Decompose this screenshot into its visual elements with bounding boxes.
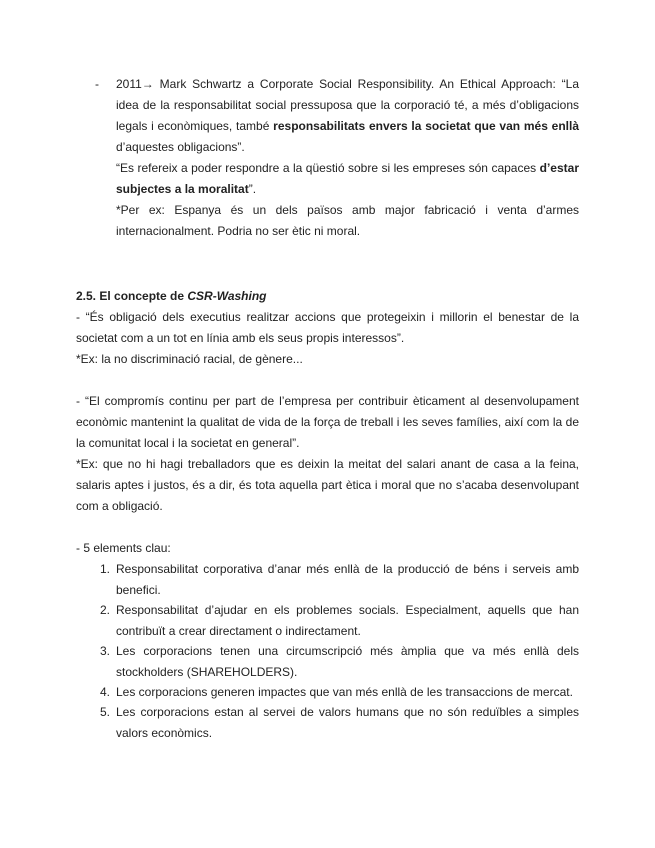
list-item: Les corporacions generen impactes que van més enllà de les transaccions de mercat. — [116, 685, 573, 699]
morality-paragraph: “Es refereix a poder respondre a la qüestió sobre si les empreses són capaces d’estar subjectes a la moralitat”. — [116, 161, 579, 196]
schwartz-paragraph: 2011→ Mark Schwartz a Corporate Social Responsibility. An Ethical Approach: “La idea de la responsabilitat social pressuposa que la corporació té, a més d’obligacions legals i econòmiques, també responsabilitats envers la societat que van més enllà d’aquestes obligacions”. — [116, 77, 580, 154]
list-number: 2. — [99, 603, 110, 617]
list-item: Responsabilitat corporativa d’anar més enllà de la producció de béns i serveis amb benefici. — [116, 562, 579, 597]
list-item: Les corporacions tenen una circumscripció més àmplia que va més enllà dels stockholders (SHAREHOLDERS). — [116, 644, 579, 679]
list-item: Les corporacions estan al servei de valors humans que no són reduïbles a simples valors econòmics. — [116, 705, 579, 740]
bold-phrase: responsabilitats envers la societat que van més enllà — [273, 119, 580, 133]
example-paragraph: *Per ex: Espanya és un dels països amb major fabricació i venta d’armes internacionalment. Podria no ser ètic ni moral. — [116, 203, 579, 238]
bullet-dash: - — [95, 77, 99, 91]
list-number: 5. — [99, 705, 110, 719]
list-intro: - 5 elements clau: — [76, 541, 171, 555]
definition-paragraph-2: - “El compromís continu per part de l’empresa per contribuir èticament al desenvolupament econòmic mantenint la qualitat de vida de la força de treball i les seves famílies, així com la de la comunitat local i la societat en general”. — [76, 394, 579, 450]
section-heading-italic: CSR-Washing — [187, 289, 267, 303]
list-number: 3. — [99, 644, 110, 658]
section-heading: 2.5. El concepte de CSR-Washing — [76, 289, 267, 303]
list-number: 1. — [99, 562, 110, 576]
example-paragraph-1: *Ex: la no discriminació racial, de gènere... — [76, 352, 303, 366]
list-item: Responsabilitat d’ajudar en els problemes socials. Especialment, aquells que han contribuït a crear directament o indirectament. — [116, 603, 579, 638]
definition-paragraph-1: - “És obligació dels executius realitzar accions que protegeixin i millorin el benestar de la societat com a un tot en línia amb els seus propis interessos”. — [76, 310, 579, 345]
bold-phrase: d’estar subjectes a la moralitat — [116, 161, 579, 196]
example-paragraph-2: *Ex: que no hi hagi treballadors que es deixin la meitat del salari anant de casa a la feina, salaris aptes i justos, és a dir, és tota aquella part ètica i moral que no s’acaba desenvolupant com a obligació. — [76, 457, 579, 513]
list-number: 4. — [99, 685, 110, 699]
